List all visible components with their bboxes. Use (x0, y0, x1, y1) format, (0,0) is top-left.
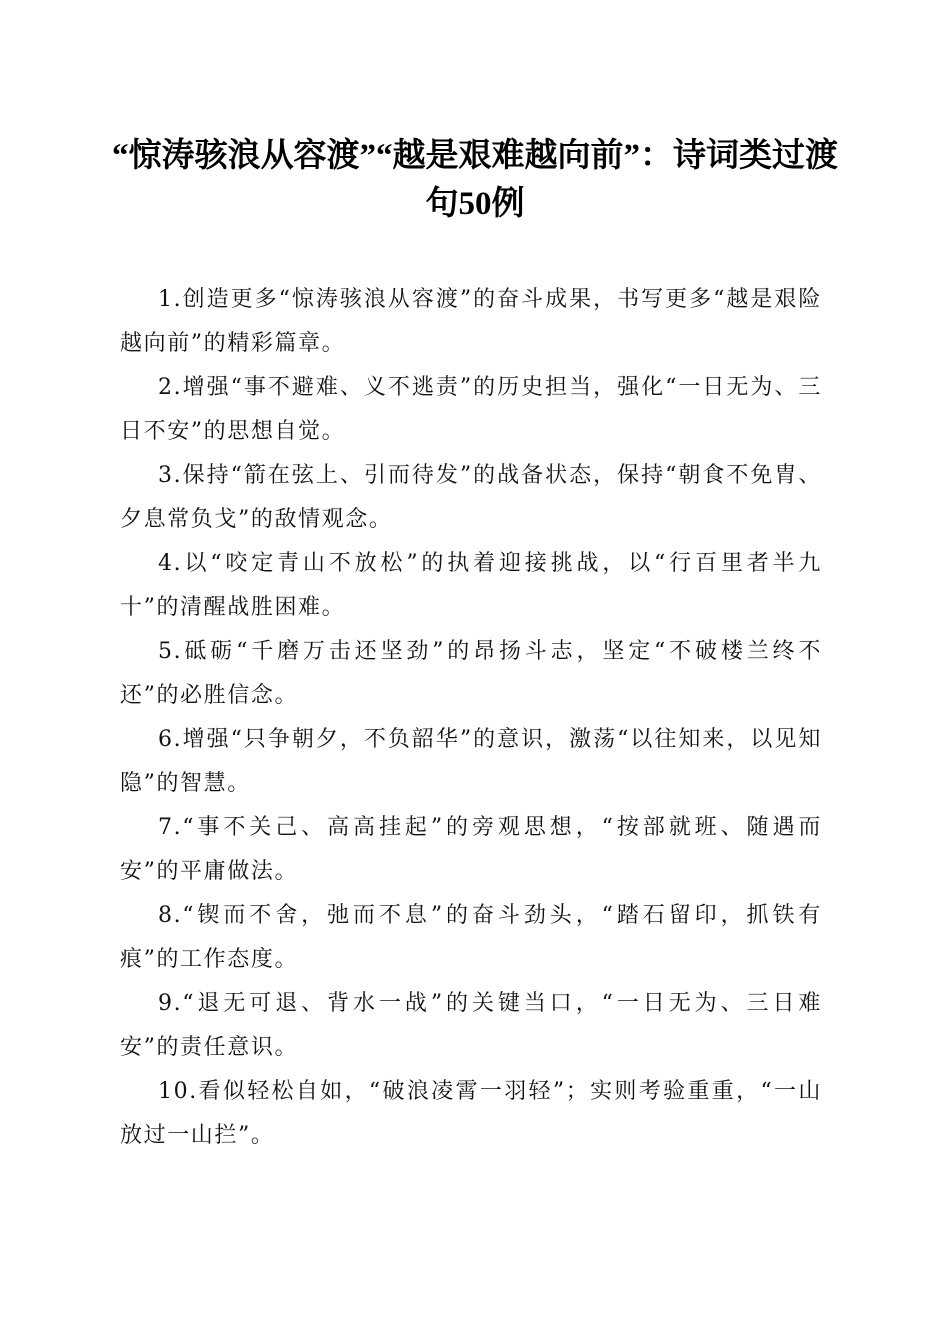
paragraph-5: 5.砥砺“千磨万击还坚劲”的昂扬斗志，坚定“不破楼兰终不还”的必胜信念。 (120, 639, 822, 708)
paragraph-8: 8.“锲而不舍，弛而不息”的奋斗劲头，“踏石留印，抓铁有痕”的工作态度。 (120, 903, 822, 972)
paragraph-10: 10.看似轻松自如，“破浪凌霄一羽轻”；实则考验重重，“一山放过一山拦”。 (120, 1079, 822, 1148)
paragraph-4: 4.以“咬定青山不放松”的执着迎接挑战，以“行百里者半九十”的清醒战胜困难。 (120, 551, 822, 620)
paragraph-6: 6.增强“只争朝夕，不负韶华”的意识，激荡“以往知来，以见知隐”的智慧。 (120, 727, 822, 796)
paragraph-1: 1.创造更多“惊涛骇浪从容渡”的奋斗成果，书写更多“越是艰险越向前”的精彩篇章。 (120, 287, 822, 356)
paragraph-9: 9.“退无可退、背水一战”的关键当口，“一日无为、三日难安”的责任意识。 (120, 991, 822, 1060)
document-title: “惊涛骇浪从容渡”“越是艰难越向前”：诗词类过渡句50例 (112, 138, 838, 222)
paragraph-7: 7.“事不关己、高高挂起”的旁观思想，“按部就班、随遇而安”的平庸做法。 (120, 815, 822, 884)
paragraph-3: 3.保持“箭在弦上、引而待发”的战备状态，保持“朝食不免胄、夕息常负戈”的敌情观念。 (120, 463, 822, 532)
document-body (120, 278, 822, 1158)
paragraph-2: 2.增强“事不避难、义不逃责”的历史担当，强化“一日无为、三日不安”的思想自觉。 (120, 375, 822, 444)
